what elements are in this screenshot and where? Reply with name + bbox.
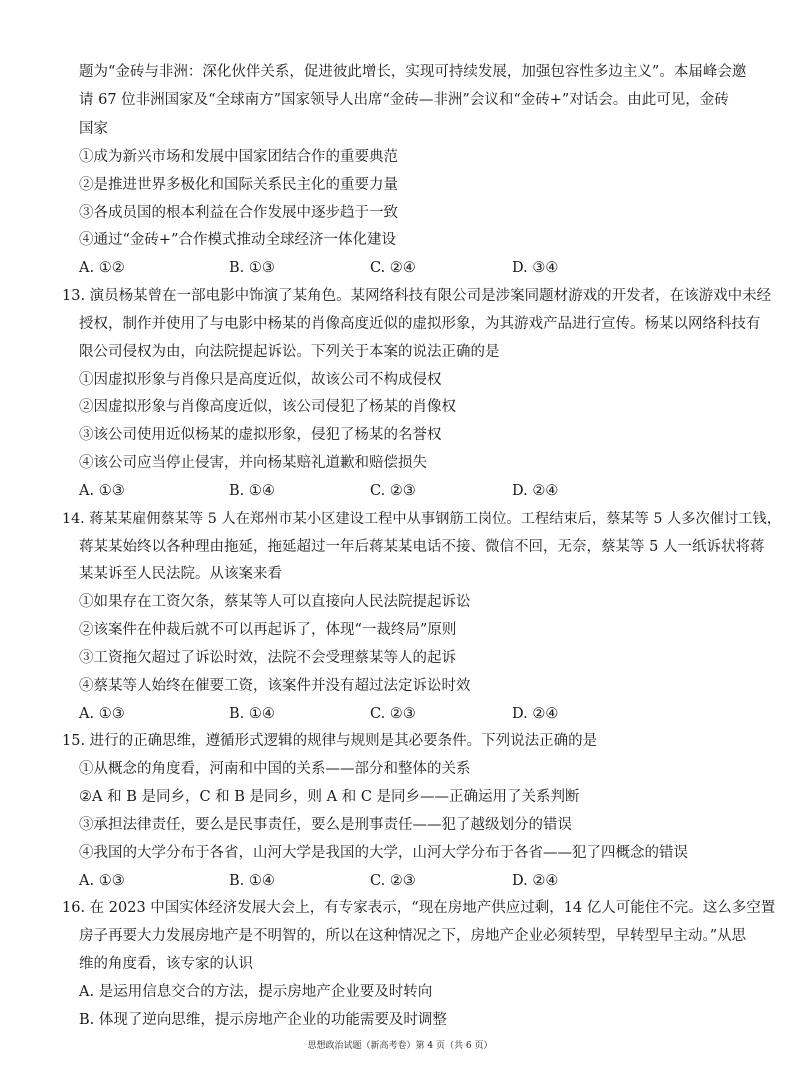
question-stem-line: 14. 蒋某某雇佣蔡某等 5 人在郑州市某小区建设工程中从事钢筋工岗位。工程结束后，蔡某等 5 人多次催讨工钱， [62, 511, 781, 527]
statement-2: ②A 和 B 是同乡，C 和 B 是同乡，则 A 和 C 是同乡——正确运用了关系判断 [79, 789, 580, 805]
statement-2: ②因虚拟形象与肖像高度近似，该公司侵犯了杨某的肖像权 [79, 399, 456, 415]
statement-3: ③该公司使用近似杨某的虚拟形象，侵犯了杨某的名誉权 [79, 427, 442, 443]
statement-3: ③工资拖欠超过了诉讼时效，法院不会受理蔡某等人的起诉 [79, 650, 456, 666]
option-d: D. ②④ [512, 873, 559, 889]
statement-1: ①成为新兴市场和发展中国家团结合作的重要典范 [79, 149, 398, 165]
statement-4: ④蔡某等人始终在催要工资，该案件并没有超过法定诉讼时效 [79, 678, 471, 694]
option-a: A. ①② [79, 260, 125, 276]
statement-4: ④该公司应当停止侵害，并向杨某赔礼道歉和赔偿损失 [79, 455, 427, 471]
option-d: D. ②④ [512, 706, 559, 722]
question-stem-line: 16. 在 2023 中国实体经济发展大会上，有专家表示，“现在房地产供应过剩，14 亿人可能住不完。这么多空置 [62, 900, 776, 916]
statement-1: ①因虚拟形象与肖像只是高度近似，故该公司不构成侵权 [79, 372, 442, 388]
option-a: A. 是运用信息交合的方法，提示房地产企业要及时转向 [79, 984, 433, 1000]
option-b: B. ①④ [229, 483, 275, 499]
option-c: C. ②③ [370, 873, 416, 889]
option-a: A. ①③ [79, 483, 125, 499]
page-footer: 思想政治试题（新高考卷）第 4 页（共 6 页） [307, 1041, 493, 1051]
option-a: A. ①③ [79, 706, 125, 722]
statement-1: ①从概念的角度看，河南和中国的关系——部分和整体的关系 [79, 761, 471, 777]
option-b: B. ①③ [229, 260, 275, 276]
option-b: B. 体现了逆向思维，提示房地产企业的功能需要及时调整 [79, 1012, 447, 1028]
option-a: A. ①③ [79, 873, 125, 889]
option-b: B. ①④ [229, 873, 275, 889]
statement-4: ④我国的大学分布于各省，山河大学是我国的大学，山河大学分布于各省——犯了四概念的错误 [79, 845, 688, 861]
question-stem-line: 13. 演员杨某曾在一部电影中饰演了某角色。某网络科技有限公司是涉案同题材游戏的开发者，在该游戏中未经 [62, 288, 772, 304]
statement-3: ③各成员国的根本利益在合作发展中逐步趋于一致 [79, 205, 398, 221]
question-stem-line: 某某诉至人民法院。从该案来看 [79, 566, 282, 582]
statement-2: ②该案件在仲裁后就不可以再起诉了，体现“一裁终局”原则 [79, 622, 457, 638]
question-stem-line: 请 67 位非洲国家及“全球南方”国家领导人出席“金砖—非洲”会议和“金砖+”对话会。由此可见，金砖 [79, 92, 729, 108]
option-c: C. ②③ [370, 706, 416, 722]
question-stem-line: 15. 进行的正确思维，遵循形式逻辑的规律与规则是其必要条件。下列说法正确的是 [62, 733, 598, 749]
statement-4: ④通过“金砖+”合作模式推动全球经济一体化建设 [79, 232, 396, 248]
option-c: C. ②④ [370, 260, 416, 276]
option-c: C. ②③ [370, 483, 416, 499]
question-stem-line: 维的角度看，该专家的认识 [79, 956, 253, 972]
question-stem-line: 授权，制作并使用了与电影中杨某的肖像高度近似的虚拟形象，为其游戏产品进行宣传。杨某以网络科技有 [79, 316, 761, 332]
question-stem-line: 国家 [79, 121, 108, 137]
question-stem-line: 题为“金砖与非洲：深化伙伴关系，促进彼此增长，实现可持续发展，加强包容性多边主义”。本届峰会邀 [79, 64, 747, 80]
statement-1: ①如果存在工资欠条，蔡某等人可以直接向人民法院提起诉讼 [79, 594, 471, 610]
statement-3: ③承担法律责任，要么是民事责任，要么是刑事责任——犯了越级划分的错误 [79, 817, 572, 833]
question-stem-line: 限公司侵权为由，向法院提起诉讼。下列关于本案的说法正确的是 [79, 344, 500, 360]
option-b: B. ①④ [229, 706, 275, 722]
option-d: D. ②④ [512, 483, 559, 499]
question-stem-line: 蒋某某始终以各种理由拖延，拖延超过一年后蒋某某电话不接、微信不回，无奈，蔡某等 5 人一纸诉状将蒋 [79, 539, 765, 555]
statement-2: ②是推进世界多极化和国际关系民主化的重要力量 [79, 177, 398, 193]
option-d: D. ③④ [512, 260, 559, 276]
question-stem-line: 房子再要大力发展房地产是不明智的，所以在这种情况之下，房地产企业必须转型，早转型早主动。”从思 [79, 928, 747, 944]
